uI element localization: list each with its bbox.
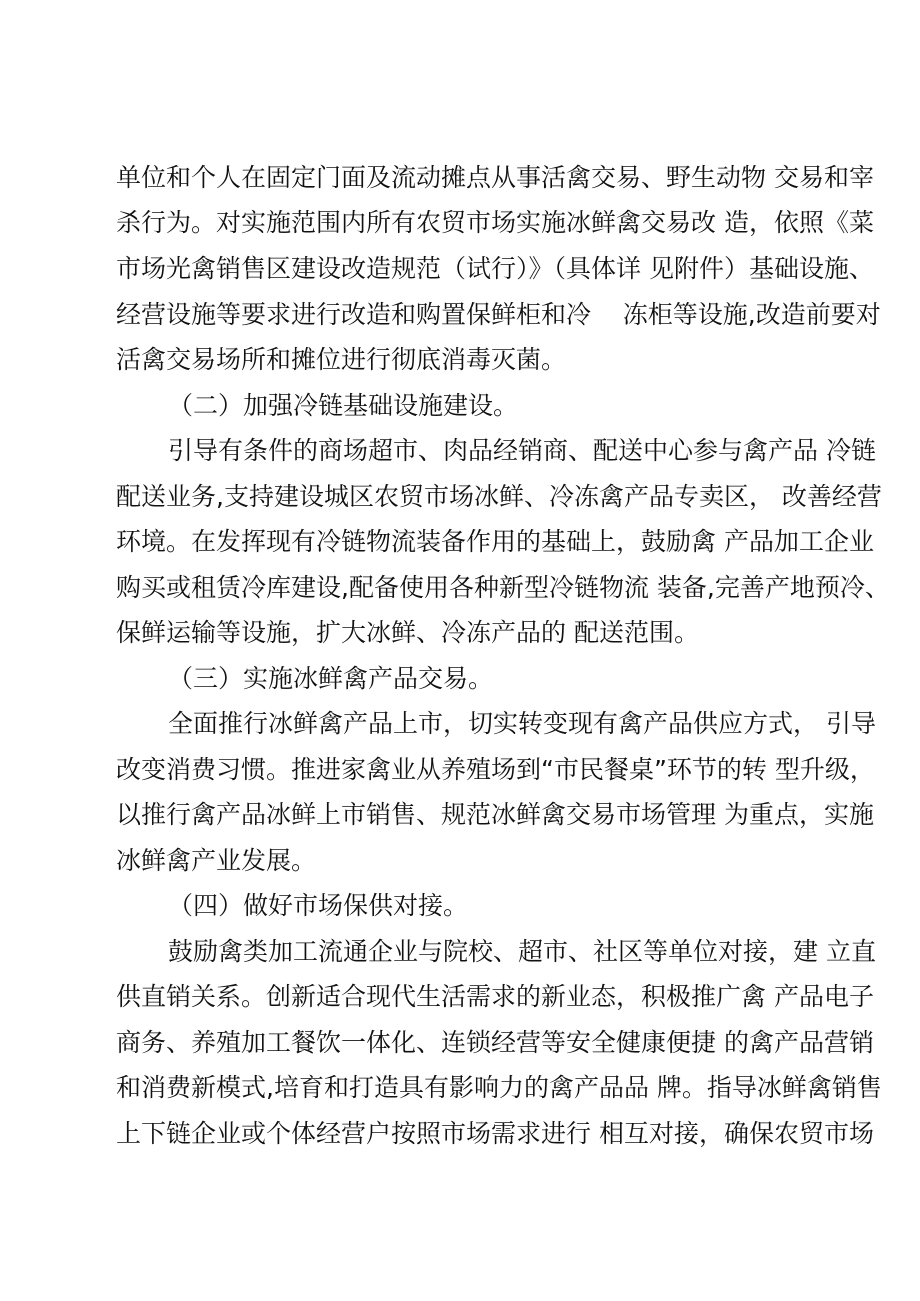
text-line-3: 市场光禽销售区建设改造规范（试行）》（具体详 见附件）基础设施、	[116, 254, 874, 283]
text-line-2: 杀行为。对实施范围内所有农贸市场实施冰鲜禽交易改 造，依照《菜	[116, 208, 874, 237]
text-line-22: 上下链企业或个体经营户按照市场需求进行 相互对接，确保农贸市场	[116, 1119, 874, 1148]
text-line-8: 配送业务,支持建设城区农贸市场冰鲜、冷冻禽产品专卖区， 改善经营	[116, 482, 882, 511]
text-line-13: 全面推行冰鲜禽产品上市，切实转变现有禽产品供应方式， 引导	[168, 709, 876, 738]
text-line-20: 商务、养殖加工餐饮一体化、连锁经营等安全健康便捷 的禽产品营销	[116, 1028, 874, 1057]
section-heading-4: （四）做好市场保供对接。	[168, 891, 469, 920]
text-line-19: 供直销关系。创新适合现代生活需求的新业态，积极推广禽 产品电子	[116, 982, 874, 1011]
text-line-4: 经营设施等要求进行改造和购置保鲜柜和冷 冻柜等设施,改造前要对	[116, 300, 881, 329]
text-line-11: 保鲜运输等设施，扩大冰鲜、冷冻产品的 配送范围。	[116, 618, 699, 647]
text-line-7: 引导有条件的商场超市、肉品经销商、配送中心参与禽产品 冷链	[168, 436, 876, 465]
text-line-14: 改变消费习惯。推进家禽业从养殖场到“市民餐桌”环节的转 型升级，	[116, 755, 875, 784]
section-heading-3: （三）实施冰鲜禽产品交易。	[168, 664, 494, 693]
text-line-1: 单位和个人在固定门面及流动摊点从事活禽交易、野生动物 交易和宰	[116, 163, 874, 192]
text-line-18: 鼓励禽类加工流通企业与院校、超市、社区等单位对接，建 立直	[168, 937, 876, 966]
text-line-15: 以推行禽产品冰鲜上市销售、规范冰鲜禽交易市场管理 为重点，实施	[116, 800, 874, 829]
text-line-9: 环境。在发挥现有冷链物流装备作用的基础上，鼓励禽 产品加工企业	[116, 527, 874, 556]
text-line-21: 和消费新模式,培育和打造具有影响力的禽产品品 牌。指导冰鲜禽销售	[116, 1073, 882, 1102]
section-heading-2: （二）加强冷链基础设施建设。	[168, 391, 519, 420]
text-line-10: 购买或租赁冷库建设,配备使用各种新型冷链物流 装备,完善产地预冷、	[116, 573, 890, 602]
text-line-16: 冰鲜禽产业发展。	[116, 846, 317, 875]
text-line-5: 活禽交易场所和摊位进行彻底消毒灭菌。	[116, 345, 567, 374]
